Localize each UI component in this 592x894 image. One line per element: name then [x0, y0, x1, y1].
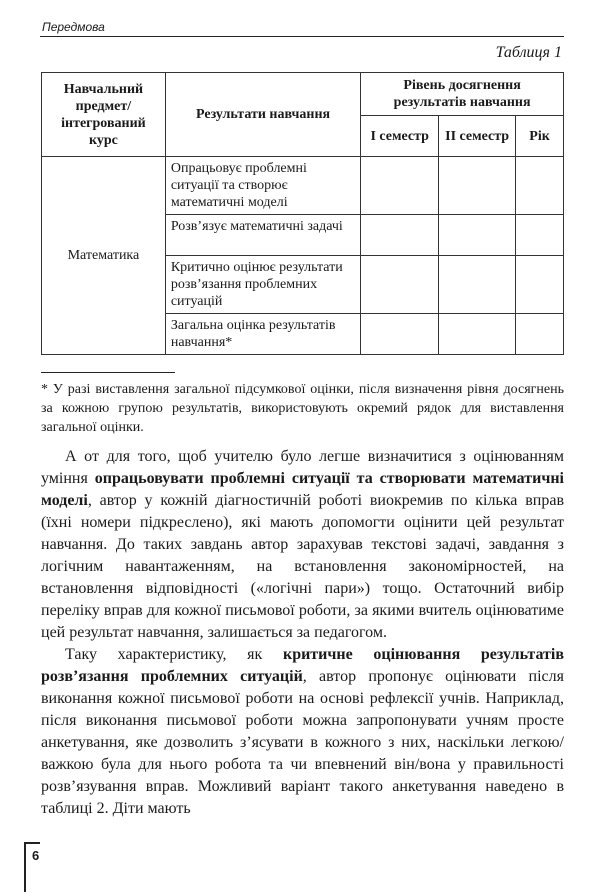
header-subject: Навчальний предмет/ інтегрований курс	[42, 73, 166, 157]
results-table	[41, 72, 564, 355]
text-run: А от для того, щоб учителю було легше визначитися з оцінюванням уміння	[41, 448, 564, 487]
grade-cell	[361, 215, 439, 256]
result-cell: Опрацьовує проблемні ситуації та створює математичні моделі	[165, 157, 360, 215]
table-row	[42, 157, 564, 215]
paragraph	[41, 644, 564, 820]
table-header-row	[42, 73, 564, 116]
result-cell: Розв’язує математичні задачі	[165, 215, 360, 256]
grade-cell	[439, 256, 516, 314]
paragraph	[41, 446, 564, 644]
text-run: , автор у кожній діагностичній роботі виокремив по кілька вправ (їхні номери підкреслено), які мають допомогти оцінити цей результат навчання. До таких завдань автор зарахував текстові задачі, завдання з логічним навантаженням, на встановлення закономірностей, на встановлення відповідності («логічні пари») тощо. Остаточний вибір переліку вправ для кожної письмової роботи, за якими вчитель оцінюватиме цей результат навчання, залишається за педагогом.	[41, 492, 564, 641]
emphasis-text: опрацьовувати проблемні ситуації та створювати математичні моделі	[41, 470, 564, 509]
grade-cell	[516, 314, 564, 355]
grade-cell	[516, 256, 564, 314]
body-text	[41, 446, 564, 820]
subject-cell: Математика	[42, 157, 166, 355]
grade-cell	[516, 157, 564, 215]
grade-cell	[516, 215, 564, 256]
grade-cell	[439, 314, 516, 355]
footnote-divider	[41, 372, 175, 373]
section-title: Передмова	[42, 20, 105, 34]
page-number-box	[24, 842, 48, 892]
table-caption: Таблиця 1	[495, 44, 562, 61]
header-year: Рік	[516, 116, 564, 157]
running-header	[40, 18, 564, 37]
text-run: , автор пропонує оцінювати після виконання кожної письмової роботи на основі рефлексії учнів. Наприклад, після виконання письмової роботи можна запропонувати учням просте анкетування, яке дозволить з’ясувати в кожного з них, наскільки легкою/важкою була для нього робота та чи впевнений він/вона у правильності розв’язування вправ. Можливий варіант такого анкетування наведено в таблиці 2. Діти мають	[41, 668, 564, 817]
grade-cell	[361, 157, 439, 215]
header-semester-2: ІІ семестр	[439, 116, 516, 157]
header-results: Результати навчання	[165, 73, 360, 157]
header-level: Рівень досягнення результатів навчання	[361, 73, 564, 116]
header-semester-1: І семестр	[361, 116, 439, 157]
text-run: Таку характеристику, як	[65, 646, 283, 663]
grade-cell	[439, 215, 516, 256]
footnote: * У разі виставлення загальної підсумкової оцінки, після визначення рівня досягнень за кожною групою результатів, використовують окремий рядок для виставлення загальної оцінки.	[41, 382, 564, 435]
grade-cell	[361, 314, 439, 355]
page-number: 6	[32, 848, 40, 863]
result-cell: Критично оцінює результати розв’язання проблемних ситуацій	[165, 256, 360, 314]
grade-cell	[361, 256, 439, 314]
emphasis-text: критичне оцінювання результатів розв’язання проблемних ситуацій	[41, 646, 565, 685]
grade-cell	[439, 157, 516, 215]
result-cell: Загальна оцінка результатів навчання*	[165, 314, 360, 355]
